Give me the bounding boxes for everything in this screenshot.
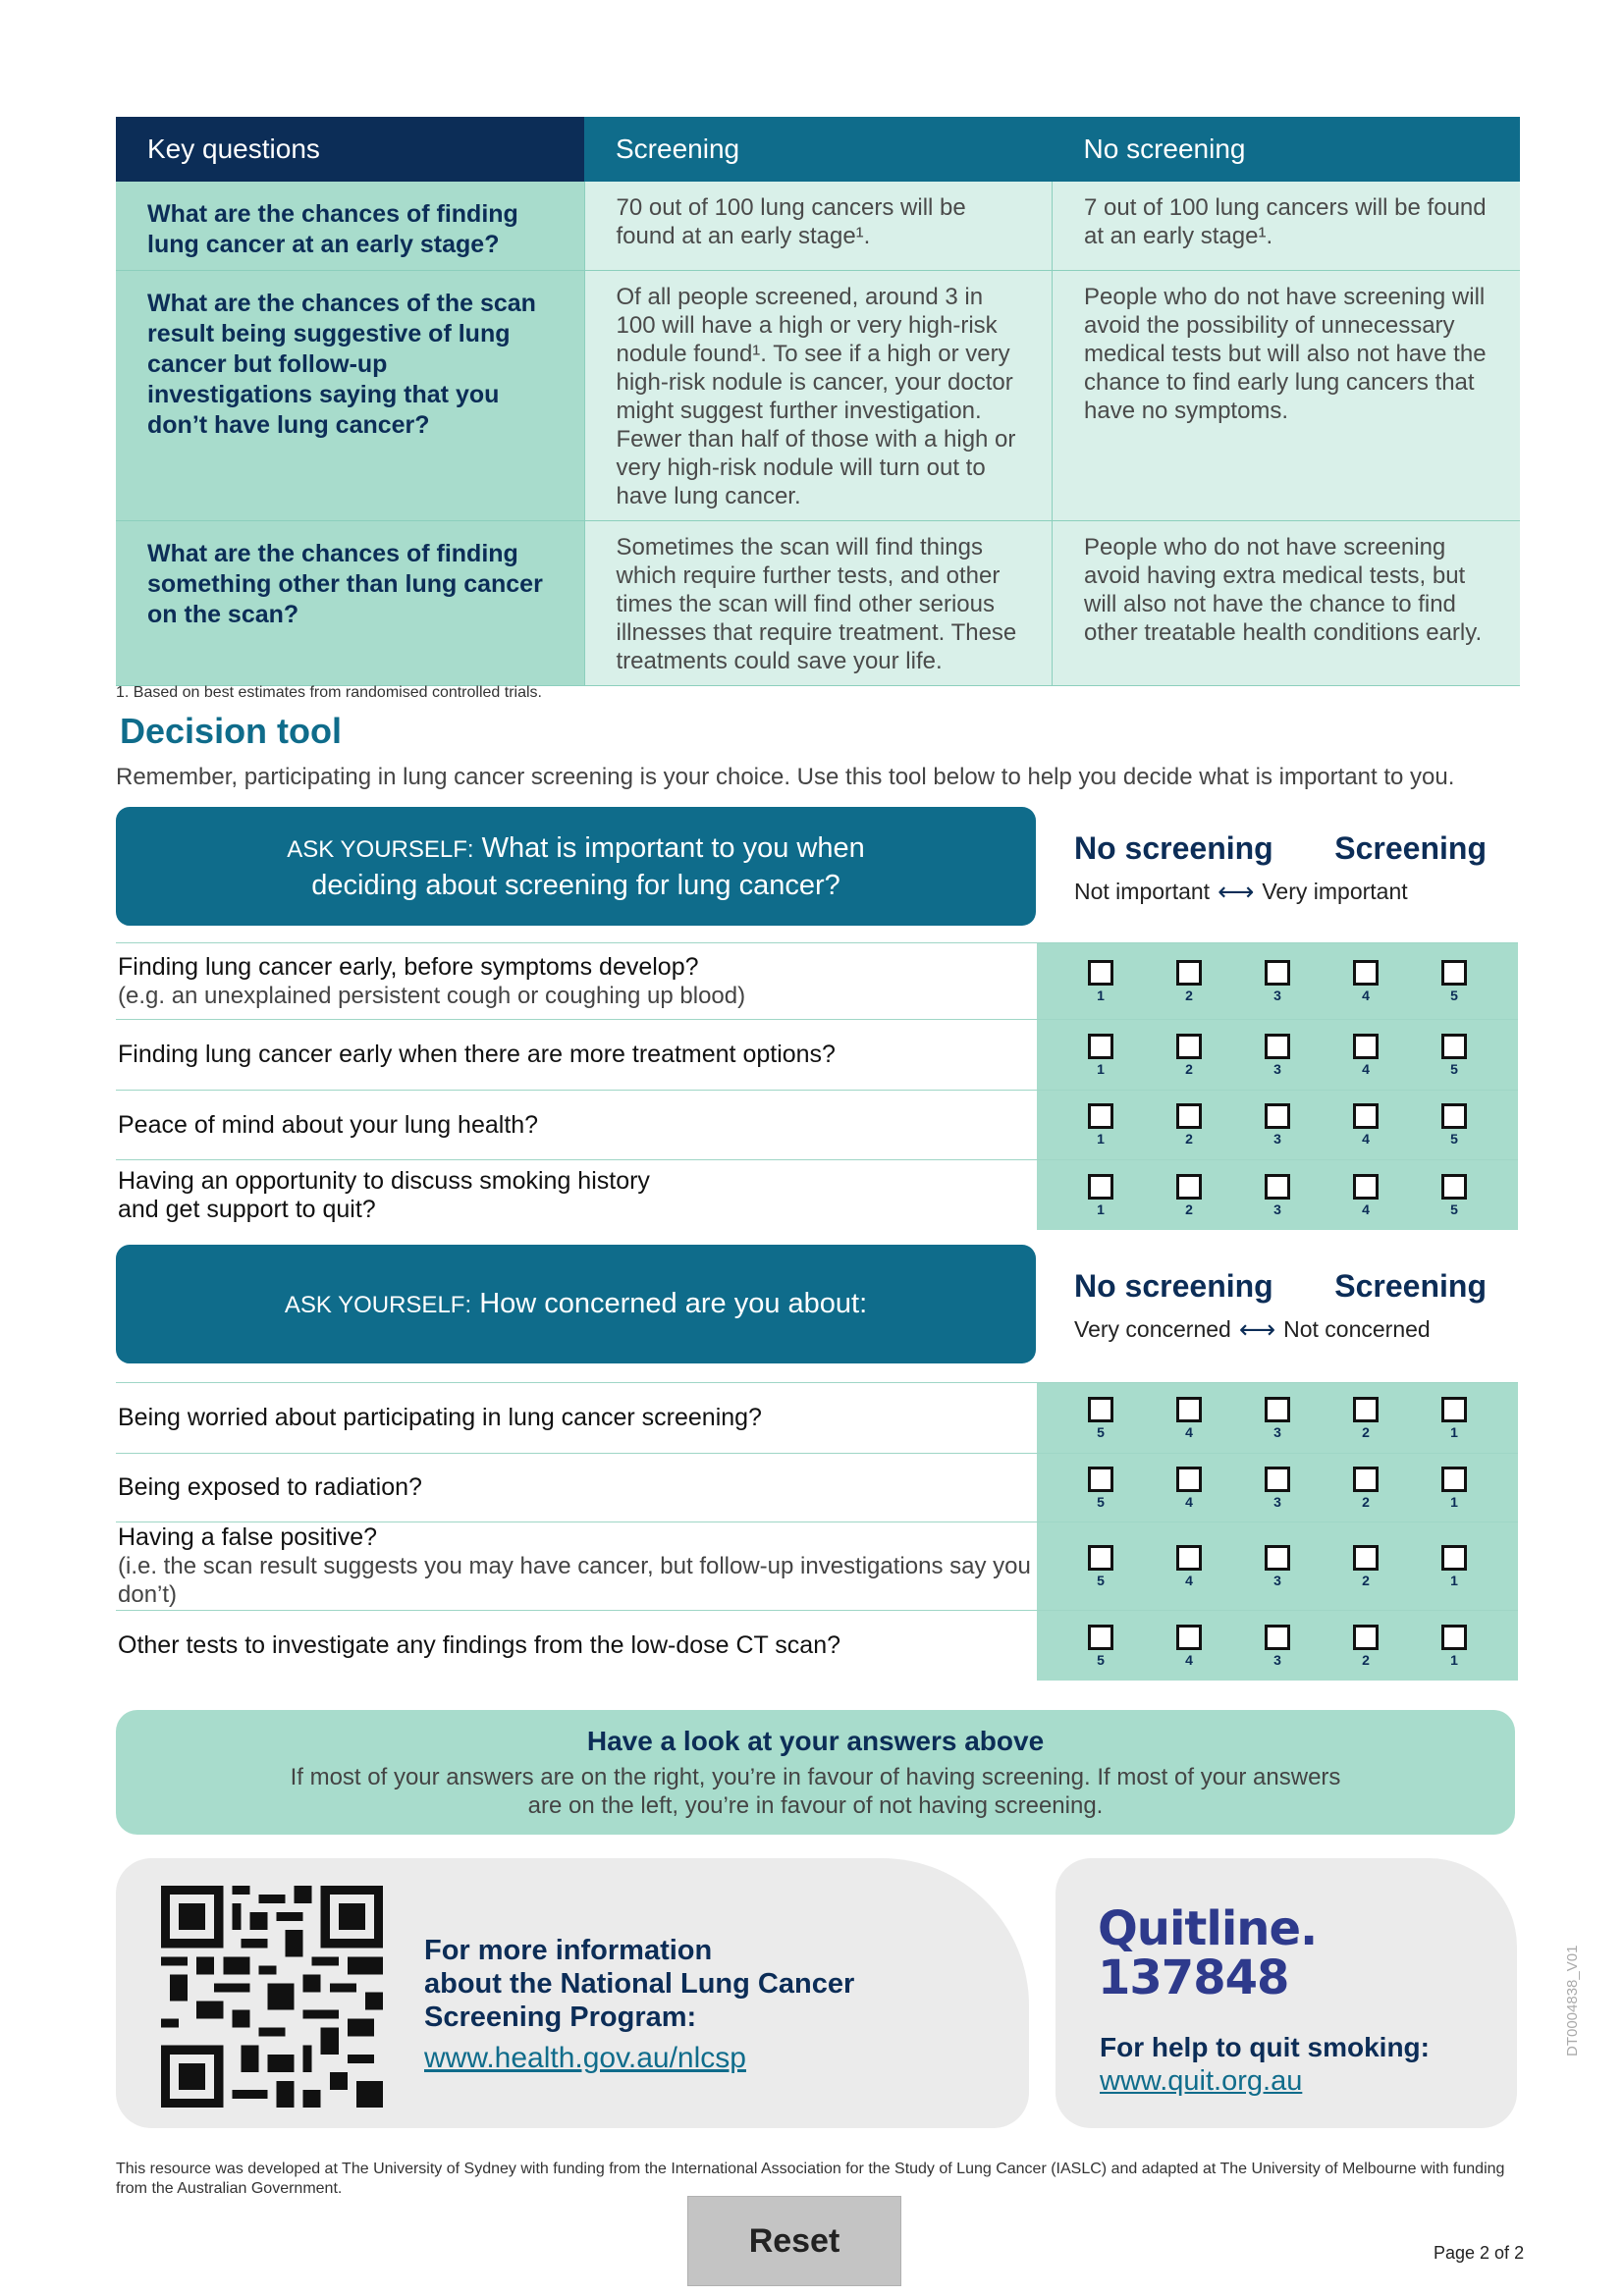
- question-cell: What are the chances of the scan result being suggestive of lung cancer but follow-up investigations saying that you don’t have lung cancer?: [116, 271, 584, 521]
- decision-tool-intro: Remember, participating in lung cancer screening is your choice. Use this tool below to help you decide what is important to you.: [116, 764, 1455, 790]
- checkbox-square[interactable]: [1441, 1174, 1467, 1200]
- question-row: [116, 1019, 1518, 1090]
- rating-checkbox[interactable]: [1435, 1467, 1474, 1510]
- rating-number: 5: [1097, 1493, 1105, 1510]
- checkbox-square[interactable]: [1265, 1174, 1290, 1200]
- rating-number: 5: [1097, 1651, 1105, 1668]
- question-subtext: (e.g. an unexplained persistent cough or coughing up blood): [118, 982, 746, 1009]
- rating-number: 5: [1097, 1423, 1105, 1440]
- checkbox-square[interactable]: [1176, 1397, 1202, 1422]
- rating-checkboxes: [1037, 1454, 1518, 1522]
- rating-number: 5: [1450, 1060, 1458, 1077]
- quit-help-text: For help to quit smoking:: [1100, 2032, 1430, 2062]
- rating-number: 5: [1450, 1201, 1458, 1217]
- rating-number: 1: [1097, 1201, 1105, 1217]
- review-answers-box: [116, 1710, 1515, 1835]
- scale-header-concern: [1074, 1268, 1487, 1345]
- screening-cell: Sometimes the scan will find things which require further tests, and other times the scan will find other serious illnesses that require treatment. These treatments could save your life.: [584, 521, 1053, 686]
- rating-number: 1: [1097, 1060, 1105, 1077]
- review-line-2: are on the left, you’re in favour of not having screening.: [527, 1792, 1104, 1819]
- double-arrow-icon: ⟷: [1218, 877, 1255, 906]
- rating-checkbox[interactable]: [1435, 1103, 1474, 1147]
- checkbox-square[interactable]: [1088, 1467, 1113, 1492]
- rating-checkbox[interactable]: [1258, 1625, 1297, 1668]
- rating-checkboxes: [1037, 1611, 1518, 1681]
- scale-header-importance: [1074, 830, 1487, 907]
- question-main: Finding lung cancer early when there are more treatment options?: [118, 1041, 836, 1068]
- no-screening-label: No screening: [1074, 1268, 1273, 1304]
- rating-number: 4: [1362, 1131, 1370, 1147]
- question-text: [116, 1522, 1037, 1610]
- review-line-1: If most of your answers are on the right, you’re in favour of having screening. If most of your answers: [290, 1764, 1341, 1790]
- ask-lead: ASK YOURSELF:: [287, 835, 474, 863]
- checkbox-square[interactable]: [1265, 1103, 1290, 1129]
- rating-checkbox[interactable]: [1346, 960, 1385, 1003]
- rating-checkboxes: [1037, 1383, 1518, 1453]
- checkbox-square[interactable]: [1441, 1545, 1467, 1571]
- rating-checkbox[interactable]: [1081, 1034, 1120, 1077]
- rating-checkbox[interactable]: [1346, 1103, 1385, 1147]
- header-key-questions: Key questions: [116, 117, 584, 182]
- rating-checkbox[interactable]: [1346, 1545, 1385, 1588]
- screening-cell: Of all people screened, around 3 in 100 will have a high or very high-risk nodule found¹. To see if a high or very high-risk nodule is cancer, your doctor might suggest further investigation. Fewer than half of those with a high or very high-risk nodule will turn out to have lung cancer.: [584, 271, 1053, 521]
- ask-yourself-box-importance: [116, 807, 1036, 926]
- checkbox-square[interactable]: [1176, 1545, 1202, 1571]
- question-row: [116, 1382, 1518, 1453]
- rating-checkbox[interactable]: [1258, 1174, 1297, 1217]
- rating-checkbox[interactable]: [1169, 1174, 1209, 1217]
- rating-checkbox[interactable]: [1081, 1545, 1120, 1588]
- rating-number: 1: [1450, 1651, 1458, 1668]
- checkbox-square[interactable]: [1441, 1467, 1467, 1492]
- info-line-3: Screening Program:: [424, 2002, 697, 2033]
- rating-checkbox[interactable]: [1169, 1397, 1209, 1440]
- quitline-logo-word: Quitline.: [1098, 1901, 1318, 1956]
- rating-number: 5: [1097, 1572, 1105, 1588]
- checkbox-square[interactable]: [1176, 960, 1202, 986]
- checkbox-square[interactable]: [1088, 1625, 1113, 1650]
- rating-number: 4: [1185, 1572, 1193, 1588]
- checkbox-square[interactable]: [1265, 1545, 1290, 1571]
- no-screening-cell: People who do not have screening avoid having extra medical tests, but will also not have the chance to find other treatable health conditions early.: [1053, 521, 1521, 686]
- question-subtext: and get support to quit?: [118, 1195, 376, 1223]
- rating-number: 4: [1362, 1060, 1370, 1077]
- rating-checkbox[interactable]: [1435, 1625, 1474, 1668]
- quitline-logo-number: 137848: [1098, 1950, 1289, 2005]
- rating-number: 4: [1185, 1493, 1193, 1510]
- info-line-1: For more information: [424, 1935, 713, 1966]
- checkbox-square[interactable]: [1176, 1034, 1202, 1059]
- checkbox-square[interactable]: [1265, 1397, 1290, 1422]
- checkbox-square[interactable]: [1441, 1397, 1467, 1422]
- rating-checkboxes: [1037, 1522, 1518, 1610]
- question-main: Finding lung cancer early, before symptoms develop?: [118, 952, 699, 981]
- ask-text-2: deciding about screening for lung cancer?: [311, 869, 840, 901]
- rating-checkbox[interactable]: [1258, 1545, 1297, 1588]
- key-questions-table: [116, 117, 1520, 686]
- checkbox-square[interactable]: [1265, 960, 1290, 986]
- rating-number: 2: [1185, 1201, 1193, 1217]
- checkbox-square[interactable]: [1353, 1625, 1379, 1650]
- checkbox-square[interactable]: [1265, 1467, 1290, 1492]
- rating-checkbox[interactable]: [1346, 1174, 1385, 1217]
- question-text: [116, 1160, 1037, 1230]
- page-number: Page 2 of 2: [1434, 2243, 1525, 2263]
- rating-number: 2: [1185, 1060, 1193, 1077]
- rating-checkbox[interactable]: [1081, 960, 1120, 1003]
- rating-checkbox[interactable]: [1435, 960, 1474, 1003]
- checkbox-square[interactable]: [1265, 1625, 1290, 1650]
- question-text: [116, 1611, 1037, 1681]
- question-row: [116, 942, 1518, 1019]
- rating-number: 4: [1362, 1201, 1370, 1217]
- rating-number: 2: [1362, 1651, 1370, 1668]
- rating-number: 2: [1362, 1423, 1370, 1440]
- rating-checkbox[interactable]: [1435, 1545, 1474, 1588]
- ask-text: What is important to you when: [481, 831, 865, 864]
- document-code: DT0004838_V01: [1564, 1945, 1581, 2056]
- rating-checkbox[interactable]: [1258, 1467, 1297, 1510]
- table-row: [116, 271, 1520, 521]
- rating-number: 3: [1273, 1572, 1281, 1588]
- question-row: [116, 1610, 1518, 1681]
- rating-checkbox[interactable]: [1435, 1397, 1474, 1440]
- header-screening: Screening: [584, 117, 1053, 182]
- rating-checkbox[interactable]: [1169, 1467, 1209, 1510]
- checkbox-square[interactable]: [1441, 1625, 1467, 1650]
- rating-checkbox[interactable]: [1435, 1034, 1474, 1077]
- rating-checkbox[interactable]: [1169, 1545, 1209, 1588]
- question-row: [116, 1090, 1518, 1159]
- rating-number: 4: [1185, 1423, 1193, 1440]
- rating-checkbox[interactable]: [1346, 1034, 1385, 1077]
- scale-left-label: Not important: [1074, 879, 1211, 904]
- scale-left-label: Very concerned: [1074, 1316, 1231, 1342]
- rating-checkbox[interactable]: [1258, 1034, 1297, 1077]
- no-screening-label: No screening: [1074, 830, 1273, 866]
- rating-number: 3: [1273, 987, 1281, 1003]
- question-main: Being exposed to radiation?: [118, 1473, 422, 1501]
- double-arrow-icon: ⟷: [1238, 1314, 1276, 1344]
- ask-yourself-box-concern: [116, 1245, 1036, 1363]
- rating-number: 2: [1185, 1131, 1193, 1147]
- question-subtext: (i.e. the scan result suggests you may have cancer, but follow-up investigations say you don’t): [118, 1553, 1031, 1608]
- rating-number: 1: [1450, 1572, 1458, 1588]
- question-main: Being worried about participating in lung cancer screening?: [118, 1404, 762, 1431]
- ask-lead: ASK YOURSELF:: [284, 1291, 472, 1318]
- question-main: Other tests to investigate any findings from the low-dose CT scan?: [118, 1631, 841, 1659]
- checkbox-square[interactable]: [1176, 1467, 1202, 1492]
- scale-right-label: Not concerned: [1283, 1316, 1431, 1342]
- checkbox-square[interactable]: [1353, 1034, 1379, 1059]
- rating-checkbox[interactable]: [1169, 1103, 1209, 1147]
- scale-right-label: Very important: [1262, 879, 1408, 904]
- rating-number: 1: [1097, 987, 1105, 1003]
- info-text: [424, 1934, 854, 2034]
- no-screening-cell: 7 out of 100 lung cancers will be found at an early stage¹.: [1053, 182, 1521, 271]
- checkbox-square[interactable]: [1353, 1467, 1379, 1492]
- rating-number: 5: [1450, 987, 1458, 1003]
- question-main: Having a false positive?: [118, 1523, 378, 1551]
- header-no-screening: No screening: [1053, 117, 1521, 182]
- checkbox-square[interactable]: [1353, 1174, 1379, 1200]
- rating-number: 2: [1185, 987, 1193, 1003]
- checkbox-square[interactable]: [1353, 960, 1379, 986]
- rating-checkboxes: [1037, 1160, 1518, 1230]
- question-text: [116, 1454, 1037, 1522]
- rating-checkbox[interactable]: [1435, 1174, 1474, 1217]
- checkbox-square[interactable]: [1088, 960, 1113, 986]
- reset-button[interactable]: Reset: [687, 2196, 901, 2286]
- table-row: [116, 182, 1520, 271]
- rating-number: 3: [1273, 1423, 1281, 1440]
- checkbox-square[interactable]: [1353, 1545, 1379, 1571]
- rating-checkbox[interactable]: [1081, 1397, 1120, 1440]
- checkbox-square[interactable]: [1088, 1174, 1113, 1200]
- rating-checkbox[interactable]: [1169, 1034, 1209, 1077]
- rating-checkbox[interactable]: [1258, 1397, 1297, 1440]
- checkbox-square[interactable]: [1441, 1103, 1467, 1129]
- checkbox-square[interactable]: [1176, 1625, 1202, 1650]
- checkbox-square[interactable]: [1088, 1545, 1113, 1571]
- credit-text: This resource was developed at The University of Sydney with funding from the International Association for the Study of Lung Cancer (IASLC) and adapted at The University of Melbourne with funding from the Australian Government.: [116, 2161, 1505, 2197]
- question-row: [116, 1522, 1518, 1610]
- no-screening-cell: People who do not have screening will avoid the possibility of unnecessary medical tests but will also not have the chance to find early lung cancers that have no symptoms.: [1053, 271, 1521, 521]
- question-row: [116, 1159, 1518, 1230]
- rating-number: 5: [1450, 1131, 1458, 1147]
- quit-link[interactable]: www.quit.org.au: [1100, 2065, 1303, 2097]
- rating-number: 3: [1273, 1131, 1281, 1147]
- screening-label: Screening: [1334, 830, 1487, 866]
- checkbox-square[interactable]: [1176, 1174, 1202, 1200]
- table-row: [116, 521, 1520, 686]
- qr-code-icon[interactable]: [161, 1886, 383, 2108]
- question-text: [116, 1091, 1037, 1159]
- rating-number: 2: [1362, 1572, 1370, 1588]
- screening-label: Screening: [1334, 1268, 1487, 1304]
- rating-checkbox[interactable]: [1081, 1467, 1120, 1510]
- rating-number: 4: [1362, 987, 1370, 1003]
- question-main: Having an opportunity to discuss smoking history: [118, 1166, 650, 1195]
- rating-checkbox[interactable]: [1258, 1103, 1297, 1147]
- rating-number: 1: [1450, 1423, 1458, 1440]
- rating-number: 3: [1273, 1060, 1281, 1077]
- rating-number: 3: [1273, 1651, 1281, 1668]
- checkbox-square[interactable]: [1088, 1397, 1113, 1422]
- decision-tool-title: Decision tool: [120, 711, 343, 751]
- rating-checkbox[interactable]: [1169, 1625, 1209, 1668]
- rating-checkboxes: [1037, 1020, 1518, 1090]
- rating-checkbox[interactable]: [1346, 1467, 1385, 1510]
- checkbox-square[interactable]: [1265, 1034, 1290, 1059]
- rating-number: 1: [1450, 1493, 1458, 1510]
- checkbox-square[interactable]: [1353, 1397, 1379, 1422]
- rating-checkbox[interactable]: [1081, 1625, 1120, 1668]
- rating-number: 1: [1097, 1131, 1105, 1147]
- question-cell: What are the chances of finding something other than lung cancer on the scan?: [116, 521, 584, 686]
- review-title: Have a look at your answers above: [586, 1726, 1045, 1756]
- rating-checkbox[interactable]: [1346, 1397, 1385, 1440]
- footnote: 1. Based on best estimates from randomised controlled trials.: [116, 684, 542, 701]
- checkbox-square[interactable]: [1353, 1103, 1379, 1129]
- info-line-2: about the National Lung Cancer: [424, 1968, 855, 2000]
- rating-checkbox[interactable]: [1081, 1174, 1120, 1217]
- checkbox-square[interactable]: [1441, 1034, 1467, 1059]
- quitline-logo: [1098, 1901, 1318, 2005]
- rating-checkboxes: [1037, 1091, 1518, 1159]
- checkbox-square[interactable]: [1088, 1103, 1113, 1129]
- nlcsp-link[interactable]: www.health.gov.au/nlcsp: [424, 2042, 746, 2074]
- rating-number: 3: [1273, 1493, 1281, 1510]
- rating-number: 4: [1185, 1651, 1193, 1668]
- rating-checkbox[interactable]: [1169, 960, 1209, 1003]
- question-text: [116, 943, 1037, 1019]
- rating-checkbox[interactable]: [1258, 960, 1297, 1003]
- rating-number: 2: [1362, 1493, 1370, 1510]
- rating-checkboxes: [1037, 943, 1518, 1019]
- rating-checkbox[interactable]: [1081, 1103, 1120, 1147]
- question-row: [116, 1453, 1518, 1522]
- question-main: Peace of mind about your lung health?: [118, 1110, 539, 1139]
- ask-text: How concerned are you about:: [479, 1287, 868, 1319]
- checkbox-square[interactable]: [1176, 1103, 1202, 1129]
- question-text: [116, 1383, 1037, 1453]
- question-cell: What are the chances of finding lung cancer at an early stage?: [116, 182, 584, 271]
- question-text: [116, 1020, 1037, 1090]
- rating-number: 3: [1273, 1201, 1281, 1217]
- checkbox-square[interactable]: [1088, 1034, 1113, 1059]
- screening-cell: 70 out of 100 lung cancers will be found at an early stage¹.: [584, 182, 1053, 271]
- checkbox-square[interactable]: [1441, 960, 1467, 986]
- rating-checkbox[interactable]: [1346, 1625, 1385, 1668]
